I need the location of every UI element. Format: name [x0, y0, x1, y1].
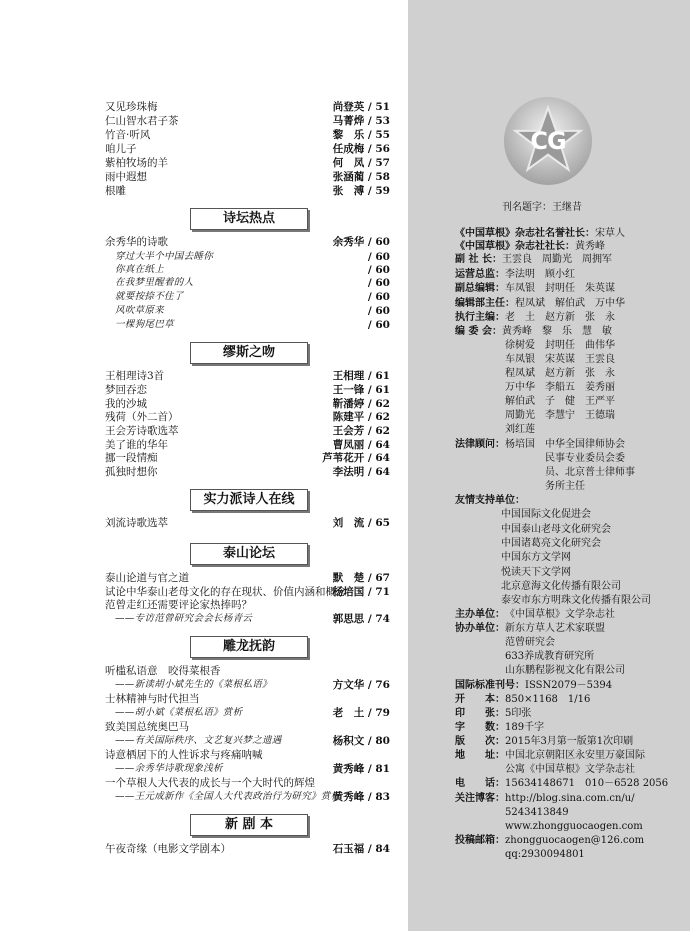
- word-count: [455, 721, 544, 734]
- legal-counsel-label: 法律顾问：: [455, 439, 505, 450]
- toc-entry-title: 你真在纸上: [115, 264, 165, 275]
- toc-entry[interactable]: [105, 235, 390, 249]
- toc-entry-title: 雨中遐想: [105, 171, 147, 183]
- toc-entry-author-page: 郭思思 / 74: [332, 613, 390, 625]
- toc-entry-author-page: 张 溥 / 59: [332, 185, 390, 197]
- toc-entry[interactable]: [105, 290, 390, 304]
- toc-entry-author-page: 张涵蔺 / 58: [332, 171, 390, 183]
- issn-label: 国际标准刊号：: [455, 680, 525, 691]
- toc-entry[interactable]: [105, 397, 390, 411]
- toc-entry-author-page: 黎 乐 / 55: [332, 129, 390, 141]
- toc-entry[interactable]: [105, 156, 390, 170]
- format-size: [455, 693, 590, 706]
- toc-entry-author-page: 芦苇花开 / 64: [322, 452, 390, 464]
- toc-entry-title: 试论中华泰山老母文化的存在现状、价值内涵和概念: [105, 586, 347, 598]
- masthead-line-label: 执行主编：: [455, 312, 505, 323]
- support-unit: 泰安市东方明珠文化传播有限公司: [501, 595, 651, 606]
- masthead-line-value: 黄秀峰: [575, 241, 605, 252]
- toc-entry-title: 致美国总统奥巴马: [105, 721, 189, 733]
- toc-entry[interactable]: [105, 664, 390, 678]
- qq-number: qq:2930094801: [505, 849, 585, 860]
- masthead-line: [455, 282, 615, 295]
- toc-entry[interactable]: [105, 383, 390, 397]
- toc-entry-title: 穿过大半个中国去睡你: [115, 251, 214, 262]
- format-size-value: 850×1168 1/16: [505, 694, 591, 705]
- toc-entry[interactable]: [105, 465, 390, 479]
- support-unit: 悦读天下文学网: [501, 567, 571, 578]
- toc-entry-author-page: 刘 流 / 65: [332, 517, 390, 529]
- legal-counsel-value: 杨培国 中华全国律师协会: [505, 439, 625, 450]
- toc-entry[interactable]: [105, 571, 390, 585]
- co-organizer-line: 山东鹏程影视文化有限公司: [505, 665, 625, 676]
- masthead-line-value: 车凤银 封明任 朱英谋: [505, 283, 615, 294]
- toc-entry-author-page: / 60: [367, 305, 390, 317]
- toc-entry[interactable]: [105, 692, 390, 706]
- toc-entry-author-page: 曹凤丽 / 64: [332, 439, 390, 451]
- toc-entry[interactable]: [105, 612, 390, 626]
- legal-counsel-line: 员、北京普士律师事: [545, 467, 635, 478]
- website: www.zhongguocaogen.com: [505, 821, 643, 832]
- toc-entry-author-page: 杨积文 / 80: [332, 735, 390, 747]
- co-organizer-line: 范曾研究会: [505, 637, 555, 648]
- format-size-label: 开 本：: [455, 694, 505, 705]
- masthead-line: [455, 311, 615, 324]
- issn: [455, 679, 612, 692]
- toc-entry-author-page: 何 凤 / 57: [332, 157, 390, 169]
- co-organizer-label: 协办单位：: [455, 623, 505, 634]
- toc-entry[interactable]: [105, 598, 390, 612]
- toc-entry-author-page: 老 土 / 79: [332, 707, 390, 719]
- toc-entry-title: 范曾走红还需要评论家热捧吗？: [105, 599, 252, 611]
- editorial-committee-line: 徐树爱 封明任 曲伟华: [505, 340, 615, 351]
- toc-entry[interactable]: [105, 776, 390, 790]
- co-organizer-line: 633养成教育研究所: [505, 651, 595, 662]
- toc-entry[interactable]: [105, 424, 390, 438]
- address: [455, 749, 645, 762]
- blog: [455, 792, 635, 805]
- toc-entry[interactable]: [105, 369, 390, 383]
- masthead-line: [455, 325, 612, 338]
- toc-entry-title: ——有关国际秩序、文艺复兴梦之遗遇: [115, 735, 282, 746]
- toc-entry-author-page: 余秀华 / 60: [332, 236, 390, 248]
- toc-entry[interactable]: [105, 100, 390, 114]
- toc-entry-title: 刘流诗歌选萃: [105, 517, 168, 529]
- word-count-label: 字 数：: [455, 722, 505, 733]
- toc-entry-author-page: 杨培国 / 71: [332, 586, 390, 598]
- telephone-label: 电 话：: [455, 778, 505, 789]
- toc-entry-author-page: / 60: [367, 264, 390, 276]
- co-organizer: [455, 622, 605, 635]
- masthead-line-label: 编辑部主任：: [455, 298, 515, 309]
- toc-entry[interactable]: [105, 128, 390, 142]
- sponsor: [455, 608, 615, 621]
- masthead-line: [455, 227, 625, 240]
- toc-entry-title: 紫柏牧场的羊: [105, 157, 168, 169]
- toc-entry-author-page: / 60: [367, 319, 390, 331]
- toc-entry-title: 孤独时想你: [105, 466, 158, 478]
- legal-counsel: [455, 438, 625, 451]
- logo-text: CG: [530, 127, 566, 155]
- toc-entry-author-page: 李法明 / 64: [332, 466, 390, 478]
- toc-entry-author-page: 王相理 / 61: [332, 370, 390, 382]
- masthead-line: [455, 253, 612, 266]
- toc-entry[interactable]: [105, 304, 390, 318]
- section-header: 缪斯之吻: [190, 342, 308, 364]
- legal-counsel-line: 务所主任: [545, 481, 585, 492]
- masthead-line-label: 编 委 会：: [455, 326, 502, 337]
- toc-entry[interactable]: [105, 748, 390, 762]
- masthead-line-value: 王雲良 周勤光 周拥军: [501, 254, 612, 265]
- toc-entry-author-page: 默 楚 / 67: [332, 572, 390, 584]
- toc-entry-title: 咱儿子: [105, 143, 137, 155]
- toc-entry-author-page: 石玉福 / 84: [332, 843, 390, 855]
- toc-entry-author-page: 王会芳 / 62: [332, 425, 390, 437]
- toc-entry-title: 竹音·听风: [105, 129, 151, 141]
- edition-value: 2015年3月第一版第1次印刷: [505, 736, 634, 747]
- toc-entry-title: 余秀华的诗歌: [105, 236, 168, 248]
- toc-entry-author-page: 陈建平 / 62: [332, 411, 390, 423]
- toc-entry-title: 又见珍珠梅: [105, 101, 158, 113]
- masthead-line-value: 程凤斌 解伯武 万中华: [515, 298, 625, 309]
- masthead-line-label: 《中国草根》杂志社社长：: [455, 241, 575, 252]
- editorial-committee-line: 车凤银 宋英谋 王雲良: [505, 354, 615, 365]
- masthead-line-label: 副 社 长：: [455, 254, 502, 265]
- magazine-logo: [504, 97, 592, 185]
- toc-entry[interactable]: [105, 263, 390, 277]
- toc-entry-author-page: 黄秀峰 / 83: [332, 791, 390, 803]
- masthead-line: [455, 268, 575, 281]
- submission-email: [455, 834, 644, 847]
- editorial-committee-line: 程凤斌 赵方新 张 永: [505, 368, 615, 379]
- issn-value: ISSN2079－5394: [525, 680, 613, 691]
- toc-entry[interactable]: [105, 114, 390, 128]
- masthead-line: [455, 240, 605, 253]
- toc-entry-title: 美了谁的华年: [105, 439, 168, 451]
- address-line: 公寓《中国草根》文学杂志社: [505, 764, 635, 775]
- toc-entry[interactable]: [105, 184, 390, 198]
- toc-entry-author-page: 马菁烨 / 53: [332, 115, 390, 127]
- support-unit: 中国东方文学网: [501, 552, 571, 563]
- sponsor-value: 《中国草根》文学杂志社: [505, 609, 615, 620]
- legal-counsel-line: 民事专业委员会委: [545, 453, 625, 464]
- section-header: 新 剧 本: [190, 814, 308, 836]
- toc-entry-title: 残荷（外二首）: [105, 411, 179, 423]
- toc-entry[interactable]: [105, 585, 390, 599]
- sponsor-label: 主办单位：: [455, 609, 505, 620]
- toc-entry-title: 梦回吞恋: [105, 384, 147, 396]
- co-organizer-value: 新东方草人艺术家联盟: [505, 623, 605, 634]
- toc-entry[interactable]: [105, 250, 390, 264]
- toc-entry[interactable]: [105, 410, 390, 424]
- toc-entry[interactable]: [105, 318, 390, 332]
- toc-entry-author-page: / 60: [367, 277, 390, 289]
- toc-entry-author-page: / 60: [367, 251, 390, 263]
- toc-entry[interactable]: [105, 720, 390, 734]
- submission-email-value: zhongguocaogen@126.com: [505, 835, 645, 846]
- toc-entry-title: 一棵狗尾巴草: [115, 319, 174, 330]
- toc-entry[interactable]: [105, 516, 390, 530]
- toc-entry-title: 风吹草原来: [115, 305, 165, 316]
- address-value: 中国北京朝阳区永安里万豪国际: [505, 750, 645, 761]
- toc-entry[interactable]: [105, 438, 390, 452]
- toc-entry-title: 王会芳诗歌选萃: [105, 425, 179, 437]
- masthead-line: [455, 297, 625, 310]
- toc-entry-title: ——专访范曾研究会会长杨青云: [115, 613, 253, 624]
- toc-entry-title: 根雕: [105, 185, 126, 197]
- toc-entry-author-page: / 60: [367, 291, 390, 303]
- toc-entry-author-page: 方文华 / 76: [332, 679, 390, 691]
- editorial-committee-line: 周勤光 李慧宁 王德瑞: [505, 410, 615, 421]
- toc-entry-title: 听槛私语意 咬得菜根香: [105, 665, 221, 677]
- toc-entry[interactable]: [105, 706, 390, 720]
- section-header: 实力派诗人在线: [190, 489, 308, 511]
- masthead-line-value: 黄秀峰 黎 乐 慧 敏: [501, 326, 612, 337]
- title-calligraphy-credit: 刊名题字：王继昔: [502, 202, 582, 213]
- toc-entry-author-page: 黄秀峰 / 81: [332, 763, 390, 775]
- toc-entry-title: ——王元成新作《全国人大代表政治行为研究》赏析: [115, 791, 341, 802]
- print-sheets-label: 印 张：: [455, 708, 505, 719]
- toc-entry-title: 诗意栖居下的人性诉求与疼痛呐喊: [105, 749, 263, 761]
- toc-entry-title: ——余秀华诗歌现象浅析: [115, 763, 223, 774]
- submission-email-label: 投稿邮箱：: [455, 835, 505, 846]
- word-count-value: 189千字: [505, 722, 545, 733]
- support-unit: 中国诸葛亮文化研究会: [501, 538, 601, 549]
- telephone-value: 15634148671 010－6528 2056: [505, 778, 669, 789]
- address-label: 地 址：: [455, 750, 505, 761]
- edition-label: 版 次：: [455, 736, 505, 747]
- toc-entry[interactable]: [105, 451, 390, 465]
- toc-entry-title: 仁山智水君子茶: [105, 115, 179, 127]
- blog-line: 5243413849: [505, 807, 569, 818]
- section-header: 诗坛热点: [190, 208, 308, 230]
- toc-entry-author-page: 王一锋 / 61: [332, 384, 390, 396]
- toc-entry-title: 午夜奇缘（电影文学剧本）: [105, 843, 231, 855]
- toc-entry-title: 就要按捺不住了: [115, 291, 184, 302]
- print-sheets: [455, 707, 531, 720]
- editorial-committee-line: 刘红莲: [505, 424, 535, 435]
- editorial-committee-line: 解伯武 子 健 王严平: [505, 396, 615, 407]
- masthead-line-value: 宋草人: [595, 228, 625, 239]
- section-header: 泰山论坛: [190, 543, 308, 565]
- toc-entry-title: 在我梦里醒着的人: [115, 277, 194, 288]
- toc-entry[interactable]: [105, 790, 390, 804]
- blog-label: 关注博客：: [455, 793, 505, 804]
- toc-entry-title: ——胡小斌《菜根私语》赏析: [115, 707, 243, 718]
- masthead-line-label: 副总编辑：: [455, 283, 505, 294]
- section-header: 雕龙抚韵: [190, 636, 308, 658]
- toc-entry-title: 我的沙城: [105, 398, 147, 410]
- toc-entry-author-page: 靳潘婷 / 62: [332, 398, 390, 410]
- toc-entry-title: 挪一段情痴: [105, 452, 158, 464]
- toc-entry-title: 泰山论道与官之道: [105, 572, 189, 584]
- masthead-line-label: 运营总监：: [455, 269, 505, 280]
- toc-entry[interactable]: [105, 842, 390, 856]
- support-unit: 中国国际文化促进会: [501, 509, 591, 520]
- toc-entry-title: 士林精神与时代担当: [105, 693, 200, 705]
- support-unit: 北京意海文化传播有限公司: [501, 581, 621, 592]
- toc-entry[interactable]: [105, 170, 390, 184]
- toc-entry[interactable]: [105, 276, 390, 290]
- toc-entry[interactable]: [105, 762, 390, 776]
- edition: [455, 735, 633, 748]
- support-units-label: 友情支持单位：: [455, 495, 525, 506]
- support-unit: 中国泰山老母文化研究会: [501, 524, 611, 535]
- toc-entry-author-page: 任成梅 / 56: [332, 143, 390, 155]
- toc-entry-title: 王相理诗3首: [105, 370, 165, 382]
- toc-entry[interactable]: [105, 142, 390, 156]
- support-units: [455, 494, 525, 507]
- toc-entry-title: 一个草根人大代表的成长与一个大时代的辉煌: [105, 777, 315, 789]
- masthead-line-value: 李法明 顾小红: [505, 269, 575, 280]
- print-sheets-value: 5印张: [505, 708, 532, 719]
- blog-value: http://blog.sina.com.cn/u/: [505, 793, 635, 804]
- telephone: [455, 777, 668, 790]
- masthead-line-value: 老 土 赵方新 张 永: [505, 312, 615, 323]
- toc-entry[interactable]: [105, 734, 390, 748]
- masthead-line-label: 《中国草根》杂志社名誉社长：: [455, 228, 595, 239]
- toc-entry-author-page: 尚登英 / 51: [332, 101, 390, 113]
- toc-entry[interactable]: [105, 678, 390, 692]
- editorial-committee-line: 万中华 李船五 姜秀丽: [505, 382, 615, 393]
- toc-entry-title: ——新读胡小斌先生的《菜根私语》: [115, 679, 272, 690]
